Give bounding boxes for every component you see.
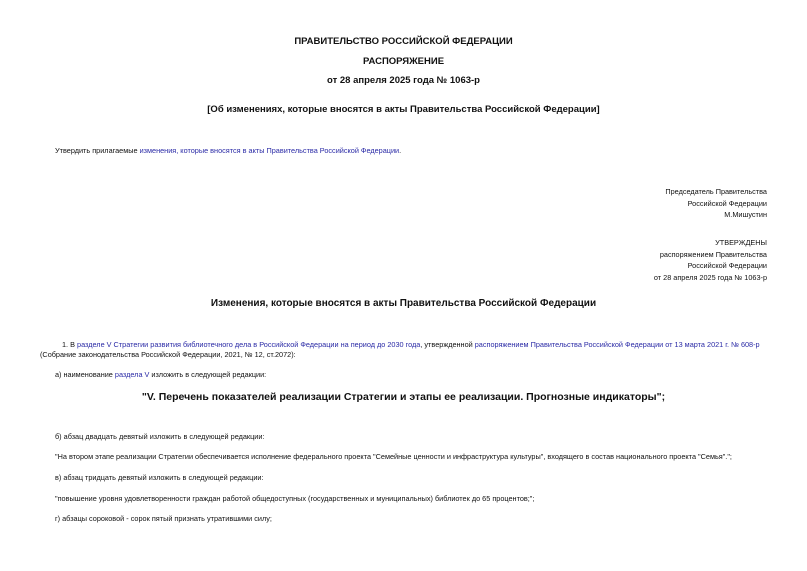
- signature-line-1: Председатель Правительства: [665, 187, 767, 196]
- changes-title: Изменения, которые вносятся в акты Правительства Российской Федерации: [210, 298, 597, 309]
- item-a-suffix: изложить в следующей редакции:: [149, 370, 267, 379]
- item-a: [55, 370, 266, 379]
- quote-b: "На втором этапе реализации Стратегии обеспечивается исполнение федерального проекта "Семейные ценности и инфраструктура культуры", входящего в состав национального проекта "Семья".";: [55, 452, 732, 461]
- paragraph-1-mid: , утвержденной: [420, 340, 475, 349]
- item-b: б) абзац двадцать девятый изложить в следующей редакции:: [55, 432, 265, 441]
- section-heading: "V. Перечень показателей реализации Стратегии и этапы ее реализации. Прогнозные индикаторы";: [141, 391, 666, 403]
- section-v-link[interactable]: раздела V: [114, 370, 150, 379]
- signature-line-3: М.Мишустин: [724, 210, 767, 219]
- government-heading: ПРАВИТЕЛЬСТВО РОССИЙСКОЙ ФЕДЕРАЦИИ: [294, 36, 513, 47]
- intro-paragraph: [55, 146, 401, 155]
- intro-link[interactable]: изменения, которые вносятся в акты Правительства Российской Федерации: [139, 146, 400, 155]
- strategy-section-link[interactable]: разделе V Стратегии развития библиотечного дела в Российской Федерации на период до 2030 года: [77, 340, 421, 349]
- approved-line-3: Российской Федерации: [687, 261, 767, 270]
- item-a-prefix: а) наименование: [55, 370, 115, 379]
- approved-block: [654, 237, 767, 283]
- approved-line-4: от 28 апреля 2025 года № 1063-р: [653, 272, 767, 282]
- decree-link[interactable]: распоряжением Правительства Российской Федерации от 13 марта 2021 г. № 608-р: [474, 340, 760, 349]
- item-c: в) абзац тридцать девятый изложить в следующей редакции:: [55, 473, 264, 482]
- item-d: г) абзацы сороковой - сорок пятый признать утратившими силу;: [55, 514, 272, 523]
- doc-type-heading: РАСПОРЯЖЕНИЕ: [362, 56, 445, 67]
- quote-c: "повышение уровня удовлетворенности граждан работой общедоступных (государственных и муниципальных) библиотек до 65 процентов;";: [55, 494, 535, 503]
- signature-block: [665, 186, 767, 221]
- approved-line-1: УТВЕРЖДЕНЫ: [715, 238, 767, 247]
- date-number-heading: от 28 апреля 2025 года № 1063-р: [327, 75, 480, 86]
- intro-suffix: .: [399, 146, 402, 155]
- document-title: [Об изменениях, которые вносятся в акты Правительства Российской Федерации]: [207, 104, 600, 115]
- approved-line-2: распоряжением Правительства: [659, 249, 767, 259]
- signature-line-2: Российской Федерации: [687, 198, 767, 208]
- paragraph-1-line-2: (Собрание законодательства Российской Федерации, 2021, № 12, ст.2072):: [40, 350, 296, 359]
- paragraph-1-line-1: [62, 340, 760, 349]
- intro-prefix: Утвердить прилагаемые: [55, 146, 140, 155]
- paragraph-1-num: 1. В: [62, 340, 78, 349]
